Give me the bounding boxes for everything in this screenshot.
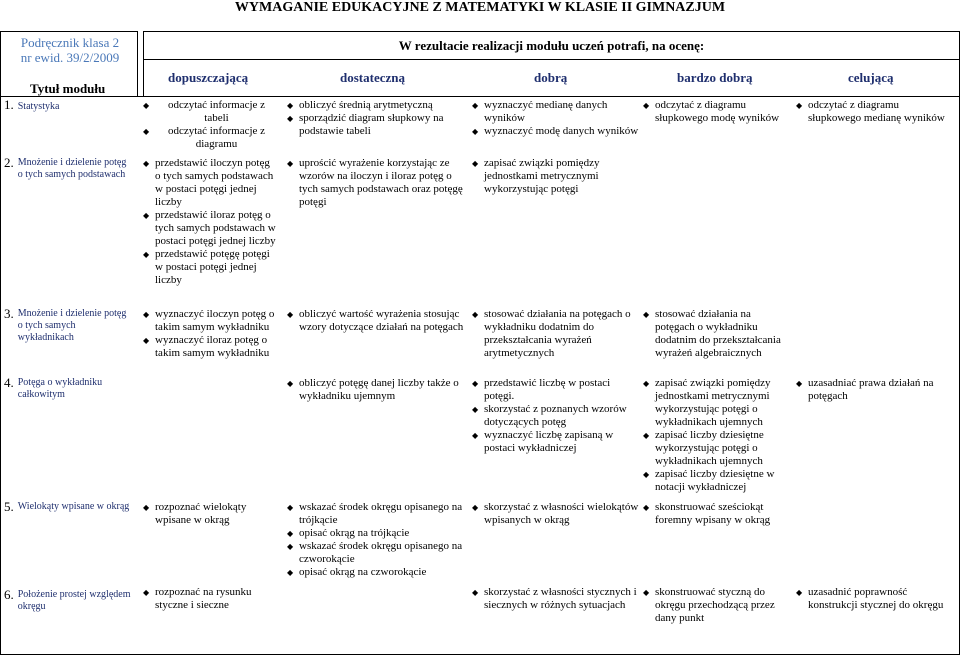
list-item: ◆ opisać okrąg na trójkącie (287, 527, 467, 540)
list-item: ◆ uzasadniać prawa działań na potęgach (796, 377, 951, 403)
cell-r6c1 (143, 586, 278, 612)
list-item: ◆ wskazać środek okręgu opisanego na trójkącie (287, 501, 467, 527)
module-3 (4, 308, 132, 344)
grid-line (143, 31, 144, 96)
cell-r5c2 (287, 501, 467, 579)
list-item: ◆ przedstawić iloraz potęg o tych samych podstawach w postaci potęgi jednej liczby (143, 209, 278, 248)
module-title: Mnożenie i dzielenie potęg o tych samych wykładnikach (17, 308, 127, 343)
list-item: ◆ przedstawić iloczyn potęg o tych samych podstawach w postaci potęgi jednej liczby (143, 157, 278, 209)
cell-r6c5 (796, 586, 946, 612)
list-item: ◆ uprościć wyrażenie korzystając ze wzorów na iloczyn i iloraz potęg o tych samych podstawach oraz potęgę potęgi (287, 157, 467, 209)
textbook-line2: nr ewid. 39/2/2009 (20, 50, 120, 65)
list-item: ◆ sporządzić diagram słupkowy na podstawie tabeli (287, 112, 467, 138)
cell-r5c3 (472, 501, 642, 527)
list-item: ◆ wyznaczyć liczbę zapisaną w postaci wykładniczej (472, 429, 637, 455)
list-item: ◆ skorzystać z poznanych wzorów dotyczących potęg (472, 403, 637, 429)
list-item: ◆ skorzystać z własności wielokątów wpisanych w okrąg (472, 501, 642, 527)
list-item: ◆ stosować działania na potęgach o wykładniku dodatnim do przekształcania wyrażeń algebraicznych (643, 308, 783, 360)
list-item: ◆ wyznaczyć iloczyn potęg o takim samym wykładniku (143, 308, 278, 334)
cell-r4c3 (472, 377, 637, 455)
module-number: 4. (4, 375, 14, 390)
grid-line (143, 59, 960, 60)
module-number: 1. (4, 97, 14, 112)
result-header: W rezultacie realizacji modułu uczeń potrafi, na ocenę: (398, 38, 705, 53)
grade-dopuszczajaca: dopuszczającą (168, 70, 249, 85)
page-title: WYMAGANIE EDUKACYJNE Z MATEMATYKI W KLASIE II GIMNAZJUM (234, 0, 726, 15)
module-title: Mnożenie i dzielenie potęg o tych samych podstawach (17, 157, 127, 180)
list-item: ◆ skonstruować sześciokąt foremny wpisany w okrąg (643, 501, 788, 527)
cell-r3c4 (643, 308, 783, 360)
list-item: ◆ wyznaczyć modę danych wyników (472, 125, 642, 138)
cell-r2c3 (472, 157, 632, 196)
list-item: ◆ odczytać z diagramu słupkowego medianę wyników (796, 99, 946, 125)
cell-r3c1 (143, 308, 278, 360)
list-item: ◆ wyznaczyć medianę danych wyników (472, 99, 642, 125)
list-item: ◆ odczytać informacje z tabeli (143, 99, 278, 125)
list-item: ◆ stosować działania na potęgach o wykładniku dodatnim do przekształcania wyrażeń arytmetycznych (472, 308, 637, 360)
list-item: ◆ obliczyć średnią arytmetyczną (287, 99, 467, 112)
list-item: ◆ obliczyć potęgę danej liczby także o wykładniku ujemnym (287, 377, 467, 403)
list-item: ◆ zapisać związki pomiędzy jednostkami metrycznymi wykorzystując potęgi o wykładnikach ujemnych (643, 377, 788, 429)
textbook-line1: Podręcznik klasa 2 (20, 35, 120, 50)
list-item: ◆ opisać okrąg na czworokącie (287, 566, 467, 579)
list-item: ◆ zapisać związki pomiędzy jednostkami metrycznymi wykorzystując potęgi (472, 157, 632, 196)
grid-line (143, 31, 960, 32)
list-item: ◆ przedstawić liczbę w postaci potęgi. (472, 377, 637, 403)
grade-celujaca: celującą (848, 70, 894, 85)
list-item: ◆ rozpoznać wielokąty wpisane w okrąg (143, 501, 278, 527)
cell-r2c2 (287, 157, 467, 209)
module-4 (4, 377, 132, 401)
cell-r1c3 (472, 99, 642, 138)
cell-r1c1 (143, 99, 278, 151)
cell-r4c4 (643, 377, 788, 494)
grade-dostateczna: dostateczną (340, 70, 405, 85)
module-5 (4, 501, 132, 513)
cell-r4c2 (287, 377, 467, 403)
list-item: ◆ skorzystać z własności stycznych i siecznych w różnych sytuacjach (472, 586, 637, 612)
grade-bardzo-dobra: bardzo dobrą (677, 70, 753, 85)
module-2 (4, 157, 132, 181)
grid-line (0, 654, 960, 655)
list-item: ◆ odczytać informacje z diagramu (143, 125, 278, 151)
cell-r3c2 (287, 308, 467, 334)
cell-r1c2 (287, 99, 467, 138)
list-item: ◆ rozpoznać na rysunku styczne i sieczne (143, 586, 278, 612)
cell-r6c3 (472, 586, 637, 612)
module-number: 6. (4, 587, 14, 602)
list-item: ◆ wskazać środek okręgu opisanego na czworokącie (287, 540, 467, 566)
grid-line (0, 31, 137, 32)
cell-r3c3 (472, 308, 637, 360)
module-title: Statystyka (17, 101, 60, 112)
grid-line (0, 96, 960, 97)
grid-line (137, 31, 138, 96)
list-item: ◆ przedstawić potęgę potęgi w postaci potęgi jednej liczby (143, 248, 278, 287)
list-item: ◆ zapisać liczby dziesiętne wykorzystując potęgi o wykładnikach ujemnych (643, 429, 788, 468)
cell-r4c5 (796, 377, 951, 403)
list-item: ◆ zapisać liczby dziesiętne w notacji wykładniczej (643, 468, 788, 494)
cell-r1c4 (643, 99, 783, 125)
module-title: Położenie prostej względem okręgu (17, 589, 131, 612)
list-item: ◆ skonstruować styczną do okręgu przechodzącą przez dany punkt (643, 586, 788, 625)
list-item: ◆ wyznaczyć iloraz potęg o takim samym wykładniku (143, 334, 278, 360)
grade-dobra: dobrą (534, 70, 568, 85)
cell-r5c4 (643, 501, 788, 527)
module-title: Potęga o wykładniku całkowitym (17, 377, 103, 400)
module-number: 2. (4, 155, 14, 170)
cell-r1c5 (796, 99, 946, 125)
textbook-info (3, 35, 137, 65)
list-item: ◆ uzasadnić poprawność konstrukcji stycznej do okręgu (796, 586, 946, 612)
grid-line (0, 31, 1, 655)
module-header: Tytuł modułu (30, 81, 106, 96)
cell-r2c1 (143, 157, 278, 287)
module-1 (4, 99, 132, 113)
list-item: ◆ obliczyć wartość wyrażenia stosując wzory dotyczące działań na potęgach (287, 308, 467, 334)
module-number: 5. (4, 499, 14, 514)
module-title: Wielokąty wpisane w okrąg (17, 501, 130, 512)
module-6 (4, 589, 132, 613)
cell-r5c1 (143, 501, 278, 527)
list-item: ◆ odczytać z diagramu słupkowego modę wyników (643, 99, 783, 125)
module-number: 3. (4, 306, 14, 321)
cell-r6c4 (643, 586, 788, 625)
